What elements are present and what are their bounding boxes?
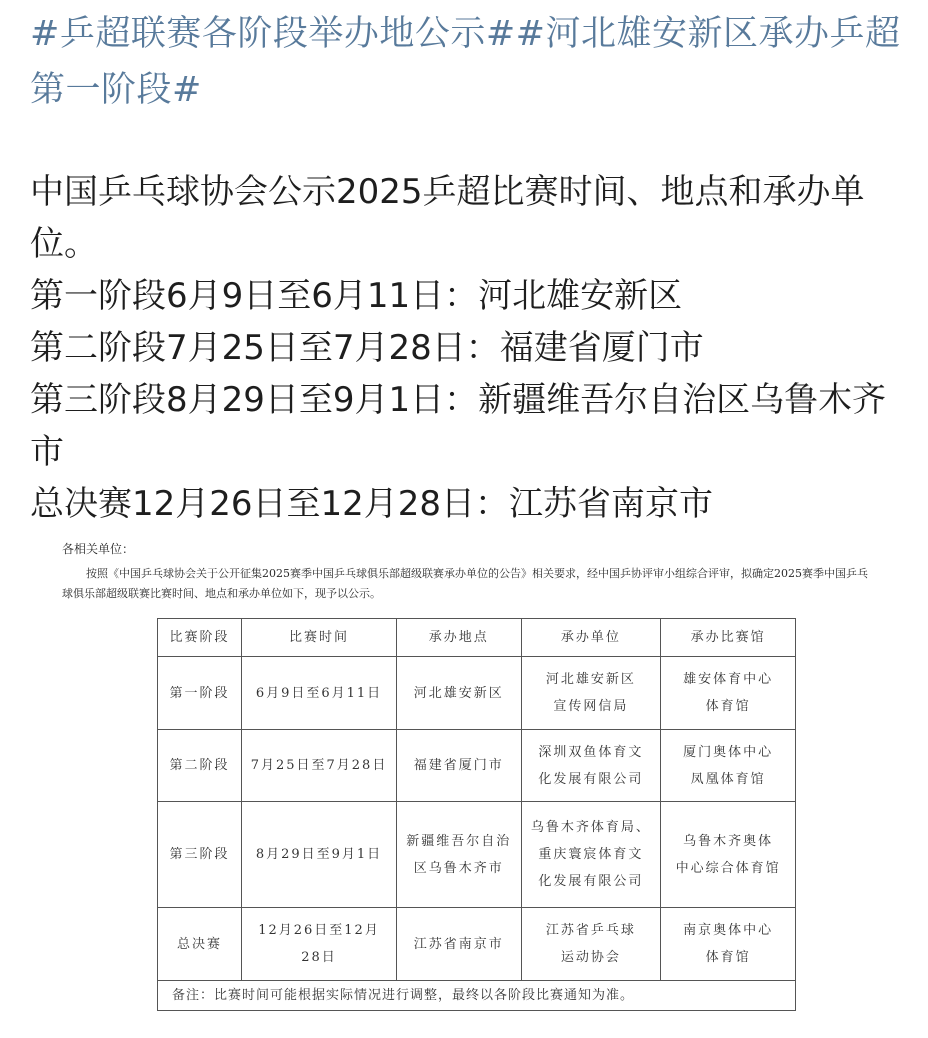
notice-document-image[interactable]: [62, 538, 872, 604]
cell-line: 乌鲁木齐体育局、: [530, 820, 651, 835]
weibo-post: [30, 6, 910, 530]
cell-time: 7月25日至7月28日: [242, 730, 397, 802]
cell-location: [396, 730, 521, 802]
cell-stage: 第三阶段: [158, 802, 242, 908]
header-location: 承办地点: [396, 619, 521, 657]
cell-line: 河北雄安新区: [545, 672, 636, 687]
hashtag-link-schedule[interactable]: #乒超联赛各阶段举办地公示#: [30, 14, 516, 54]
cell-line: 乌鲁木齐奥体: [683, 833, 774, 849]
schedule-table: [157, 618, 796, 1011]
header-time: 比赛时间: [242, 619, 397, 657]
cell-line: 雄安体育中心: [683, 672, 774, 687]
cell-line: 运动协会: [560, 950, 621, 965]
cell-line: 化发展有限公司: [538, 771, 644, 787]
cell-venue: [661, 908, 796, 981]
cell-line: 体育馆: [705, 699, 751, 714]
cell-line: 新疆维吾尔自治: [406, 833, 512, 849]
table-note: 备注：比赛时间可能根据实际情况进行调整，最终以各阶段比赛通知为准。: [158, 981, 796, 1011]
cell-stage: 第一阶段: [158, 657, 242, 730]
cell-time: 12月26日至12月28日: [242, 908, 397, 981]
post-body: [30, 166, 910, 530]
cell-line: 江苏省南京市: [413, 936, 504, 952]
cell-line: 区乌鲁木齐市: [413, 860, 504, 876]
hashtag-link-xiongan[interactable]: #河北雄安新区承办乒超第一阶段#: [30, 14, 901, 110]
cell-line: 深圳双鱼体育文: [538, 744, 644, 760]
cell-line: 化发展有限公司: [538, 874, 644, 889]
cell-venue: [661, 730, 796, 802]
post-line-stage1: 第一阶段6月9日至6月11日：河北雄安新区: [30, 276, 683, 316]
cell-location: [396, 802, 521, 908]
cell-time: 6月9日至6月11日: [242, 657, 397, 730]
post-line-finals: 总决赛12月26日至12月28日：江苏省南京市: [30, 484, 714, 524]
cell-line: 凤凰体育馆: [690, 771, 766, 787]
table-note-row: [158, 981, 796, 1011]
table-row: [158, 730, 796, 802]
cell-organizer: [521, 730, 661, 802]
notice-addressee: 各相关单位：: [62, 542, 135, 556]
cell-venue: [661, 802, 796, 908]
hashtag-line: [30, 6, 910, 118]
table-row: [158, 657, 796, 730]
cell-location: [396, 908, 521, 981]
cell-stage: 第二阶段: [158, 730, 242, 802]
header-venue: 承办比赛馆: [661, 619, 796, 657]
cell-time: 8月29日至9月1日: [242, 802, 397, 908]
cell-organizer: [521, 908, 661, 981]
cell-location: [396, 657, 521, 730]
header-organizer: 承办单位: [521, 619, 661, 657]
cell-venue: [661, 657, 796, 730]
post-line-intro: 中国乒乓球协会公示2025乒超比赛时间、地点和承办单位。: [30, 172, 865, 264]
cell-line: 福建省厦门市: [413, 758, 504, 773]
table-header-row: [158, 619, 796, 657]
post-line-stage2: 第二阶段7月25日至7月28日：福建省厦门市: [30, 328, 704, 368]
cell-line: 重庆寰宸体育文: [538, 847, 644, 862]
cell-organizer: [521, 657, 661, 730]
cell-line: 河北雄安新区: [413, 685, 504, 701]
table-row: [158, 802, 796, 908]
cell-line: 体育馆: [705, 950, 751, 965]
cell-line: 宣传网信局: [553, 699, 629, 714]
cell-line: 中心综合体育馆: [675, 860, 781, 876]
cell-organizer: [521, 802, 661, 908]
notice-intro: 按照《中国乒乓球协会关于公开征集2025赛季中国乒乓球俱乐部超级联赛承办单位的公告》相关要求，经中国乒协评审小组综合评审，拟确定2025赛季中国乒乓球俱乐部超级联赛比赛时间、地点和承办单位如下，现予以公示。: [62, 567, 868, 600]
table-row: [158, 908, 796, 981]
header-stage: 比赛阶段: [158, 619, 242, 657]
cell-line: 厦门奥体中心: [683, 744, 774, 760]
cell-line: 南京奥体中心: [683, 923, 774, 938]
cell-line: 江苏省乒乓球: [545, 923, 636, 938]
post-line-stage3: 第三阶段8月29日至9月1日：新疆维吾尔自治区乌鲁木齐市: [30, 380, 887, 472]
cell-stage: 总决赛: [158, 908, 242, 981]
